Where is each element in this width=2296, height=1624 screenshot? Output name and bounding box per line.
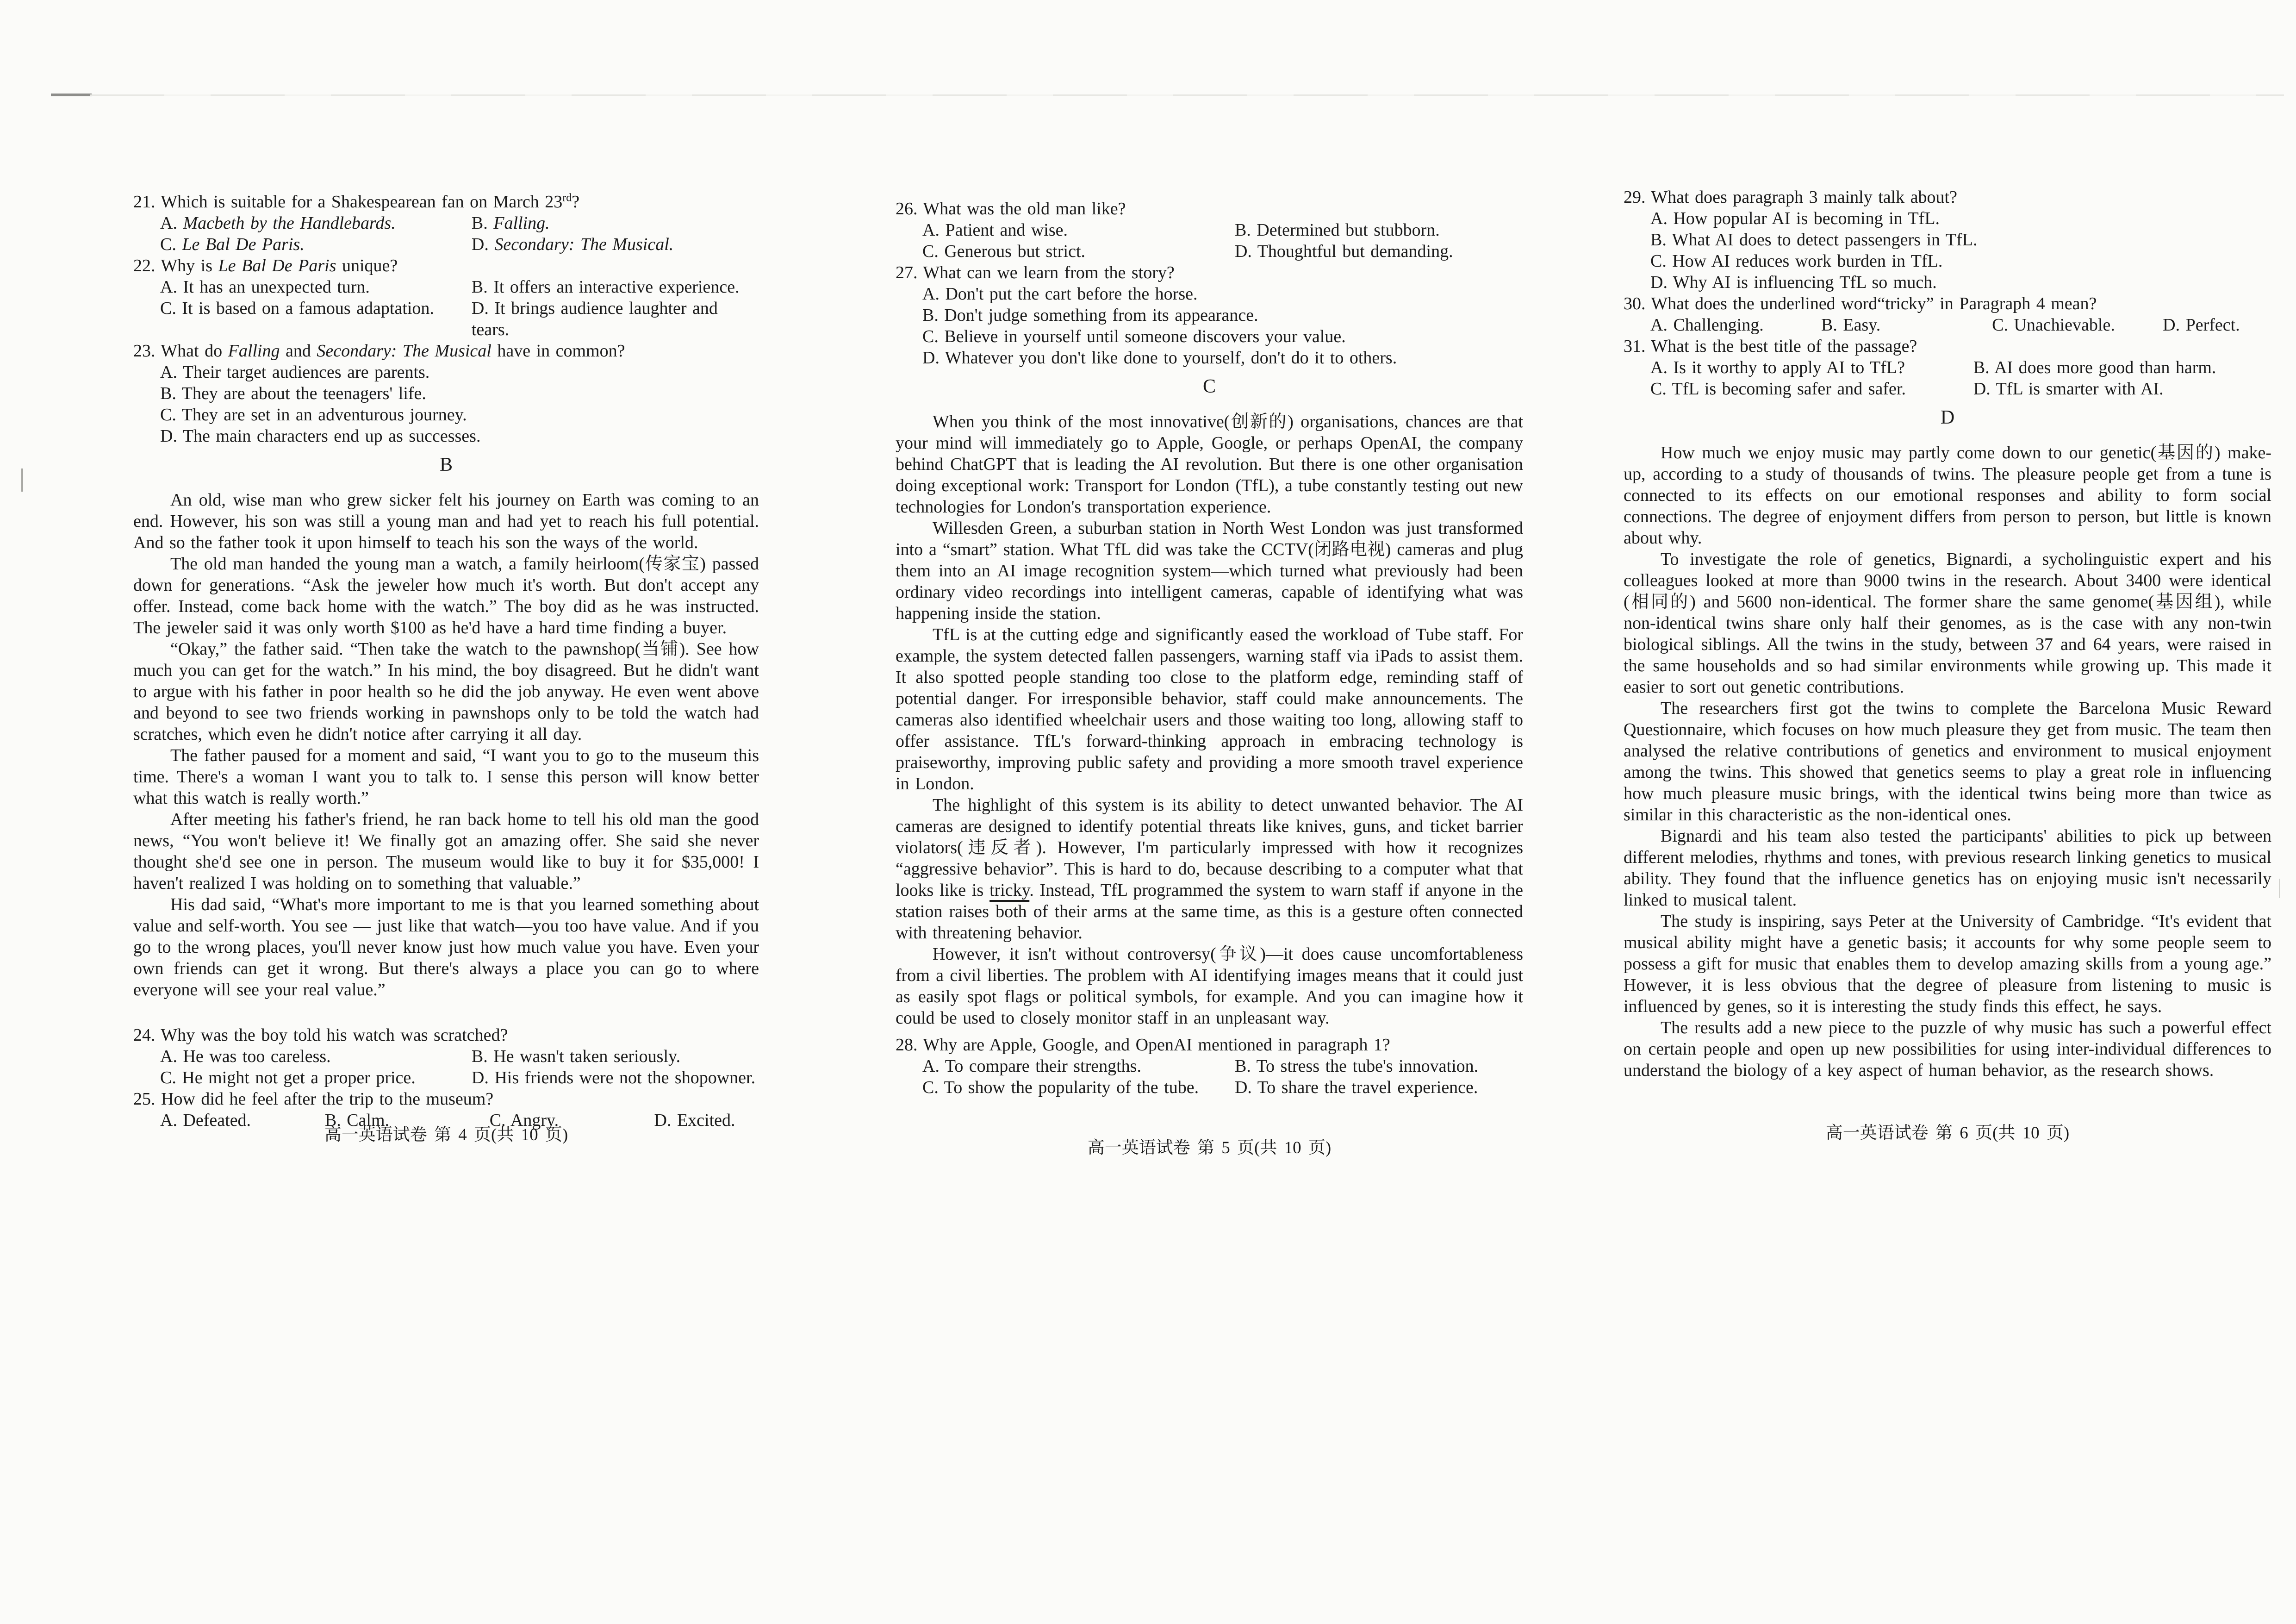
question-24-options-row-1	[133, 1046, 759, 1067]
question-23-stem-title-2: Secondary: The Musical	[317, 341, 492, 361]
option-d: D. Thoughtful but demanding.	[1234, 242, 1453, 261]
option-a: A. It has an unexpected turn.	[160, 277, 370, 297]
question-22-options-row-1	[133, 276, 759, 298]
option-a: A. Patient and wise.	[922, 220, 1068, 240]
question-28	[896, 1034, 1523, 1098]
passage-b-paragraph-6: His dad said, “What's more important to me is that you learned something about value and self-worth. You see — just like that watch—you too have value. And if you go to the wrong places, you'll never know just how much value you have. Even your own friends can get it wrong. But there's always a place you can go to where everyone will see your real value.”	[133, 895, 759, 999]
option-c: C. They are set in an adventurous journey.	[160, 405, 467, 425]
passage-c-paragraph-5: However, it isn't without controversy(争议)—it does cause uncomfortableness from a civil liberties. The problem with AI identifying images means that it could just as easily spot flags or political symbols, for example. And you can imagine how it could be used to closely monitor staff in an unpleasant way.	[896, 944, 1523, 1028]
option-b: B. To stress the tube's innovation.	[1234, 1056, 1479, 1076]
section-c-heading: C	[1202, 376, 1216, 397]
option-b	[472, 212, 759, 234]
passage-b-paragraph-3: “Okay,” the father said. “Then take the watch to the pawnshop(当铺). See how much you can get for the watch.” In his mind, the boy disagreed. But he didn't want to argue with his father in poor health so he did the job anyway. He even went above and beyond to see two friends working in pawnshops only to be told the watch had scratches, which even he didn't notice after carrying it all day.	[133, 639, 759, 744]
option-b: B. Easy.	[1821, 315, 1881, 335]
question-27-stem: 27. What can we learn from the story?	[896, 263, 1175, 282]
option-a: A. To compare their strengths.	[922, 1056, 1141, 1076]
question-31-options-row-2	[1624, 378, 2271, 400]
question-21-stem	[133, 191, 759, 212]
question-22-stem	[133, 255, 759, 276]
page-5-column	[896, 198, 1523, 1098]
question-24-options-row-2	[133, 1067, 759, 1088]
passage-c-paragraph-4-text: The highlight of this system is its ability to detect unwanted behavior. The AI cameras are designed to identify potential threats like knives, guns, and ticket barrier violators(违反者). However, I'm particularly impressed with how it recognizes “aggressive behavior”. This is hard to do, because describing to a computer what that looks like is	[896, 795, 1523, 900]
option-d: D. The main characters end up as successes.	[160, 426, 481, 446]
option-b: B. What AI does to detect passengers in TfL.	[1650, 230, 1978, 250]
question-29	[1624, 187, 2271, 293]
question-23-stem-end: have in common?	[491, 341, 625, 361]
question-22-stem-title: Le Bal De Paris	[218, 256, 336, 275]
option-d: D. Excited.	[654, 1111, 735, 1130]
passage-c-paragraph-4	[896, 794, 1523, 943]
question-23-stem	[133, 340, 759, 362]
option-title: Macbeth by the Handlebards.	[183, 213, 396, 233]
question-21	[133, 191, 759, 255]
question-22	[133, 255, 759, 340]
question-30	[1624, 293, 2271, 336]
scan-artifact-line	[90, 94, 2284, 96]
option-a: A. He was too careless.	[160, 1047, 331, 1066]
option-d: D. It brings audience laughter and tears.	[471, 299, 718, 339]
question-27	[896, 262, 1523, 369]
option-d: D. Perfect.	[2163, 315, 2240, 335]
question-22-stem-text: 22. Why is	[133, 256, 218, 275]
question-22-stem-end: unique?	[336, 256, 398, 275]
passage-d-paragraph-1: How much we enjoy music may partly come down to our genetic(基因的) make-up, according to a study of thousands of twins. The pleasure people get from a tune is connected to its effects on our emotional responses and ability to form social connections. The degree of enjoyment differs from person to person, but little is known about why.	[1624, 443, 2271, 548]
option-title: Falling.	[493, 213, 550, 233]
question-25-stem: 25. How did he feel after the trip to the museum?	[133, 1089, 494, 1109]
question-21-options-row-1	[133, 212, 759, 234]
question-22-options-row-2	[133, 298, 759, 340]
passage-d-paragraph-5: The study is inspiring, says Peter at the University of Cambridge. “It's evident that musical ability might have a genetic basis; it accounts for why some people seem to possess a gift for music that enables them to develop amazing skills from a young age.” However, it is less obvious that the degree of pleasure from listening to music is influenced by genes, so it is interesting the study finds this effect, he says.	[1624, 912, 2271, 1016]
underlined-word-tricky: tricky	[989, 881, 1030, 900]
option-c: C. TfL is becoming safer and safer.	[1650, 379, 1906, 399]
question-31	[1624, 336, 2271, 400]
passage-c-paragraph-2: Willesden Green, a suburban station in North West London was just transformed into a “smart” station. What TfL did was take the CCTV(闭路电视) cameras and plug them into an AI image recognition system—which turned what previously had been ordinary video recordings into intelligent cameras, capable of identifying what was happening inside the station.	[896, 518, 1523, 623]
option-d	[472, 234, 759, 255]
question-24	[133, 1024, 759, 1088]
question-23-stem-text: and	[280, 341, 317, 361]
passage-b-paragraph-4: The father paused for a moment and said, “I want you to go to the museum this time. There's a woman I want you to talk to. I sense this person will know better what this watch is really worth.”	[133, 746, 759, 808]
option-b: B. He wasn't taken seriously.	[471, 1047, 681, 1066]
option-c: C. Generous but strict.	[922, 242, 1086, 261]
question-21-stem-superscript: rd	[562, 192, 572, 204]
option-a: A. Don't put the cart before the horse.	[922, 284, 1198, 304]
option-d: D. TfL is smarter with AI.	[1973, 379, 2164, 399]
question-28-options-row-2	[896, 1077, 1523, 1098]
page-4-column	[133, 191, 759, 1131]
passage-d-paragraph-3: The researchers first got the twins to complete the Barcelona Music Reward Questionnaire, which focuses on how much pleasure they get from music. The team then analysed the relative contributions of genetics and environment to musical enjoyment among the twins. This showed that genetics seems to play a great role in influencing how much pleasure music brings, with the identical twins being more than twice as similar in this characteristic as the non-identical ones.	[1624, 699, 2271, 824]
passage-d-paragraph-2: To investigate the role of genetics, Bignardi, a sycholinguistic expert and his colleagues looked at more than 9000 twins in the research. About 3400 were identical (相同的) and 5600 non-identical. The former share the same genome(基因组), while non-identical twins share only half their genomes, as is the case with any non-twin biological siblings. All the twins in the study, between 37 and 64 years, were raised in the same households and so had similar environments while growing up. This made it easier to sort out genetic contributions.	[1624, 550, 2271, 697]
option-d: D. His friends were not the shopowner.	[471, 1068, 756, 1087]
question-26-options-row-2	[896, 241, 1523, 262]
option-a: A. Defeated.	[160, 1111, 251, 1130]
passage-c-paragraph-1: When you think of the most innovative(创新的) organisations, chances are that your mind will immediately go to Apple, Google, or perhaps OpenAI, the company behind ChatGPT that is leading the AI revolution. But there is one other organisation doing exceptional work: Transport for London (TfL), a tube constantly testing out new technologies for London's transportation experience.	[896, 412, 1523, 517]
option-c: C. It is based on a famous adaptation.	[160, 299, 434, 318]
passage-c-paragraph-4-text: . Instead, TfL programmed the system to warn staff if anyone in the station raises both of their arms at the same time, as this is a gesture often connected with threatening behavior.	[896, 881, 1523, 943]
passage-c-paragraph-3: TfL is at the cutting edge and significantly eased the workload of Tube staff. For example, the system detected fallen passengers, warning staff via iPads to assist them. It also spotted people standing too close to the platform edge, reminding staff of potential danger. For irresponsible behavior, staff could make announcements. The cameras also identified wheelchair users and those waiting too long, allowing staff to offer assistance. TfL's forward-thinking approach in embracing technology is praiseworthy, improving public safety and providing a more smooth travel experience in London.	[896, 625, 1523, 793]
option-d: D. To share the travel experience.	[1234, 1078, 1478, 1097]
option-b: B. Determined but stubborn.	[1234, 220, 1440, 240]
page-5-footer: 高一英语试卷 第 5 页(共 10 页)	[1087, 1138, 1332, 1157]
option-d: D. Why AI is influencing TfL so much.	[1650, 273, 1937, 292]
option-title: Secondary: The Musical.	[494, 235, 674, 254]
option-b: B. AI does more good than harm.	[1973, 358, 2216, 377]
question-30-options-row	[1624, 314, 2271, 336]
question-24-stem: 24. Why was the boy told his watch was scratched?	[133, 1025, 508, 1045]
scan-artifact-left-tick	[21, 468, 23, 492]
question-23	[133, 340, 759, 447]
passage-d-paragraph-4: Bignardi and his team also tested the participants' abilities to pick up between different melodies, rhythms and tones, with previous research linking genetics to musical ability. They found that the influence genetics has on enjoying music isn't necessarily linked to musical talent.	[1624, 826, 2271, 910]
question-23-stem-text: 23. What do	[133, 341, 228, 361]
option-a: A. How popular AI is becoming in TfL.	[1650, 209, 1940, 228]
question-26	[896, 198, 1523, 262]
passage-b-paragraph-2: The old man handed the young man a watch, a family heirloom(传家宝) passed down for generations. “Ask the jeweler how much it's worth. But don't accept any offer. Instead, come back home with the watch.” The boy did as he was instructed. The jeweler said it was only worth $100 as he'd have a hard time finding a buyer.	[133, 554, 759, 637]
option-c: C. How AI reduces work burden in TfL.	[1650, 251, 1943, 271]
option-title: Le Bal De Paris.	[182, 235, 305, 254]
option-letter: B.	[471, 213, 494, 233]
passage-b-paragraph-5: After meeting his father's friend, he ran back home to tell his old man the good news, “You won't believe it! We finally got an amazing offer. She said she never thought she'd see one in person. The museum would like to buy it for $35,000! I haven't realized I was holding on to something that valuable.”	[133, 810, 759, 893]
scan-artifact-dark-segment	[51, 94, 92, 96]
option-c: C. Angry.	[489, 1111, 559, 1130]
page-4-footer: 高一英语试卷 第 4 页(共 10 页)	[324, 1125, 568, 1144]
question-28-stem: 28. Why are Apple, Google, and OpenAI mentioned in paragraph 1?	[896, 1035, 1390, 1055]
question-21-stem-text: 21. Which is suitable for a Shakespearean fan on March 23	[133, 192, 563, 212]
option-letter: A.	[160, 213, 183, 233]
scan-artifact-right-tick	[2279, 879, 2280, 898]
option-c	[160, 234, 472, 255]
question-23-stem-title-1: Falling	[228, 341, 280, 361]
page-6-footer: 高一英语试卷 第 6 页(共 10 页)	[1825, 1124, 2070, 1143]
option-c: C. He might not get a proper price.	[160, 1068, 416, 1087]
option-letter: D.	[471, 235, 495, 254]
option-letter: C.	[160, 235, 182, 254]
question-28-options-row-1	[896, 1056, 1523, 1077]
option-c: C. Unachievable.	[1992, 315, 2115, 335]
question-31-options-row-1	[1624, 357, 2271, 378]
option-a	[160, 212, 472, 234]
option-b: B. Calm.	[324, 1111, 390, 1130]
option-c: C. Believe in yourself until someone discovers your value.	[922, 327, 1346, 346]
question-21-options-row-2	[133, 234, 759, 255]
option-c: C. To show the popularity of the tube.	[922, 1078, 1199, 1097]
question-30-stem: 30. What does the underlined word“tricky” in Paragraph 4 mean?	[1624, 294, 2097, 313]
passage-d-paragraph-6: The results add a new piece to the puzzle of why music has such a powerful effect on certain people and open up new possibilities for using inter-individual differences to understand the biology of a key aspect of human behavior, as the research shows.	[1624, 1018, 2271, 1080]
question-21-stem-end: ?	[572, 192, 580, 212]
option-d: D. Whatever you don't like done to yourself, don't do it to others.	[922, 348, 1397, 368]
section-d-heading: D	[1940, 407, 1955, 428]
option-b: B. Don't judge something from its appearance.	[922, 306, 1258, 325]
option-a: A. Challenging.	[1650, 315, 1764, 335]
question-29-stem: 29. What does paragraph 3 mainly talk about?	[1624, 187, 1957, 207]
question-26-options-row-1	[896, 219, 1523, 241]
page-6-column	[1624, 187, 2271, 1081]
option-a: A. Is it worthy to apply AI to TfL?	[1650, 358, 1905, 377]
option-b: B. It offers an interactive experience.	[471, 277, 740, 297]
question-26-stem: 26. What was the old man like?	[896, 199, 1126, 219]
option-b: B. They are about the teenagers' life.	[160, 384, 426, 403]
passage-b-paragraph-1: An old, wise man who grew sicker felt his journey on Earth was coming to an end. However, his son was still a young man and had yet to reach his full potential. And so the father took it upon himself to teach his son the ways of the world.	[133, 490, 759, 552]
section-b-heading: B	[439, 454, 453, 475]
option-a: A. Their target audiences are parents.	[160, 362, 430, 382]
question-31-stem: 31. What is the best title of the passage?	[1624, 337, 1917, 356]
